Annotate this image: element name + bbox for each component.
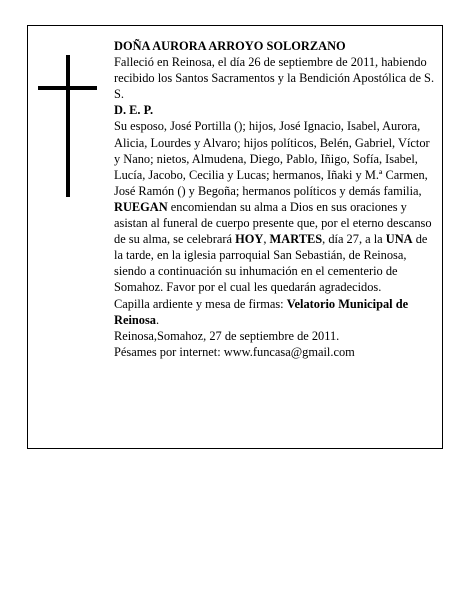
cross-icon	[66, 55, 70, 197]
place-date: Reinosa,Somahoz, 27 de septiembre de 2011.	[114, 328, 340, 343]
rip-line: D. E. P.	[114, 103, 154, 118]
una-text: UNA	[385, 232, 413, 247]
obituary-text	[114, 38, 438, 360]
family-list: Su esposo, José Portilla (); hijos, José Ignacio, Isabel, Aurora, Alicia, Lourdes y Alvaro; hijos políticos, Belén, Gabriel, Víctor y Nano; nietos, Almudena, Diego, Pablo, Iñigo, Sofía, Isabel, Lucía, Jacobo, Cecilia y Lucas; hermanos, Iñaki y M.ª Carmen, José Ramón () y Begoña; hermanos políticos y demás familia,	[114, 119, 430, 198]
deceased-name: DOÑA AURORA ARROYO SOLORZANO	[114, 39, 346, 53]
request-text-1: encomiendan su alma a Dios en sus oraciones y asistan al funeral de cuerpo presente que, por el eterno descanso de su alma, se celebrará	[114, 199, 432, 247]
chapel-end: .	[156, 312, 160, 327]
funeral-request	[114, 199, 438, 296]
ruegan-text: RUEGAN	[114, 199, 168, 214]
hoy-text: HOY	[235, 232, 264, 247]
request-text-2: , día 27, a la	[322, 232, 386, 247]
death-notice: Falleció en Reinosa, el día 26 de septiembre de 2011, habiendo recibido los Santos Sacramentos y la Bendición Apostólica de S. S.	[114, 55, 435, 102]
request-comma: ,	[263, 232, 267, 247]
chapel-label: Capilla ardiente y mesa de firmas:	[114, 296, 287, 311]
chapel-place: Velatorio Municipal de Reinosa	[114, 296, 409, 327]
request-text-3: de la tarde, en la iglesia parroquial San Sebastián, de Reinosa, siendo a continuación su inhumación en el cementerio de Somahoz. Favor por el cual les quedarán agradecidos.	[114, 232, 428, 295]
chapel-info	[114, 296, 438, 328]
cross-icon-bar	[38, 86, 97, 90]
condolences: Pésames por internet: www.funcasa@gmail.com	[114, 344, 355, 359]
martes-text: MARTES	[269, 232, 323, 247]
